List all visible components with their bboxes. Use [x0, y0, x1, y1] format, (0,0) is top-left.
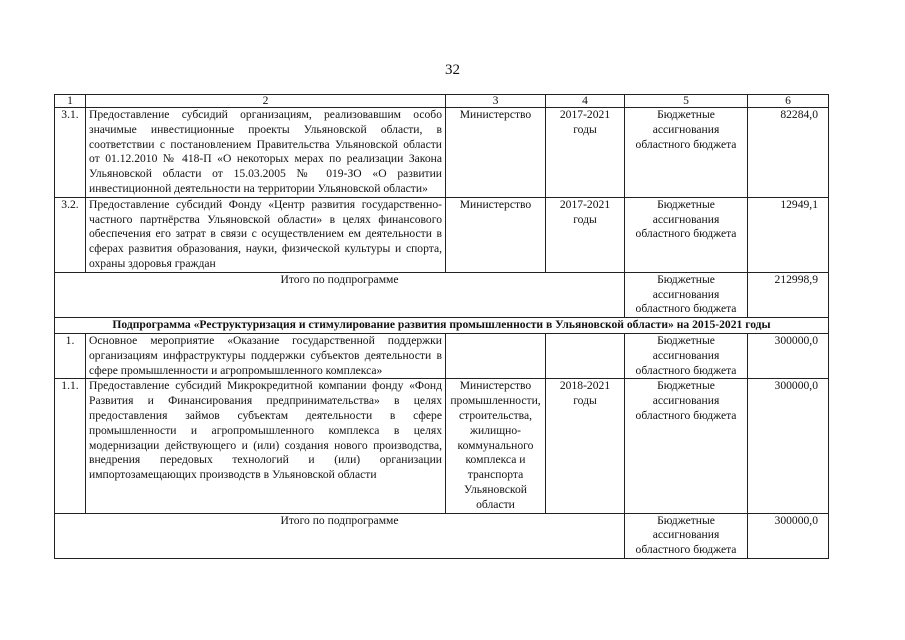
subtotal-row [55, 272, 829, 317]
subtotal-row [55, 513, 829, 558]
row-executor: Министерство [446, 197, 546, 272]
row-amount: 300000,0 [748, 379, 829, 513]
row-term: 2018-2021 годы [546, 379, 625, 513]
column-number: 5 [625, 95, 748, 108]
column-number-row [55, 95, 829, 108]
row-number: 1. [55, 333, 86, 378]
row-number: 1.1. [55, 379, 86, 513]
column-number: 3 [446, 95, 546, 108]
table-row [55, 379, 829, 513]
column-number: 2 [86, 95, 446, 108]
row-executor: Министерство промышленности, строительства, жилищно-коммунального комплекса и транспорта Ульяновской области [446, 379, 546, 513]
subtotal-label: Итого по подпрограмме [55, 272, 625, 317]
row-description: Предоставление субсидий Фонду «Центр развития государственно-частного партнёрства Ульяновской области» в целях финансового обеспечения его затрат в связи с осуществлением ем деятельности в сферах развития образования, науки, физической культуры и спорта, охраны здоровья граждан [86, 197, 446, 272]
row-term: 2017-2021 годы [546, 197, 625, 272]
row-description: Предоставление субсидий организациям, реализовавшим особо значимые инвестиционные проекты Ульяновской области, в соответствии с постановлением Правительства Ульяновской области от 01.12.2010 № 418-П «О некоторых мерах по реализации Закона Ульяновской области от 15.03.2005 № 019-ЗО «О развитии инвестиционной деятельности на территории Ульяновской области» [86, 108, 446, 198]
subprogram-title: Подпрограмма «Реструктуризация и стимулирование развития промышленности в Ульяновской области» на 2015-2021 годы [55, 318, 829, 334]
program-table [54, 94, 829, 559]
row-amount: 82284,0 [748, 108, 829, 198]
row-executor: Министерство [446, 108, 546, 198]
table-row [55, 333, 829, 378]
row-term [546, 333, 625, 378]
row-executor [446, 333, 546, 378]
subtotal-amount: 300000,0 [748, 513, 829, 558]
subtotal-funding-source: Бюджетные ассигнования областного бюджета [625, 272, 748, 317]
column-number: 4 [546, 95, 625, 108]
row-amount: 300000,0 [748, 333, 829, 378]
row-term: 2017-2021 годы [546, 108, 625, 198]
subtotal-label: Итого по подпрограмме [55, 513, 625, 558]
row-description: Основное мероприятие «Оказание государственной поддержки организациям инфраструктуры поддержки субъектов деятельности в сфере промышленности и агропромышленного комплекса» [86, 333, 446, 378]
table-row [55, 197, 829, 272]
row-funding-source: Бюджетные ассигнования областного бюджета [625, 333, 748, 378]
subprogram-header-row [55, 318, 829, 334]
column-number: 1 [55, 95, 86, 108]
table-row [55, 108, 829, 198]
row-number: 3.2. [55, 197, 86, 272]
row-funding-source: Бюджетные ассигнования областного бюджета [625, 108, 748, 198]
page-number: 32 [445, 62, 460, 78]
row-funding-source: Бюджетные ассигнования областного бюджета [625, 197, 748, 272]
subtotal-funding-source: Бюджетные ассигнования областного бюджета [625, 513, 748, 558]
row-number: 3.1. [55, 108, 86, 198]
row-description: Предоставление субсидий Микрокредитной компании фонду «Фонд Развития и Финансирования предпринимательства» в целях предоставления займов субъектам деятельности в сфере промышленности и агропромышленного комплекса в целях модернизации действующего и (или) создания нового производства, внедрения передовых технологий и (или) организации импортозамещающих производств в Ульяновской области [86, 379, 446, 513]
subtotal-amount: 212998,9 [748, 272, 829, 317]
row-amount: 12949,1 [748, 197, 829, 272]
row-funding-source: Бюджетные ассигнования областного бюджета [625, 379, 748, 513]
column-number: 6 [748, 95, 829, 108]
